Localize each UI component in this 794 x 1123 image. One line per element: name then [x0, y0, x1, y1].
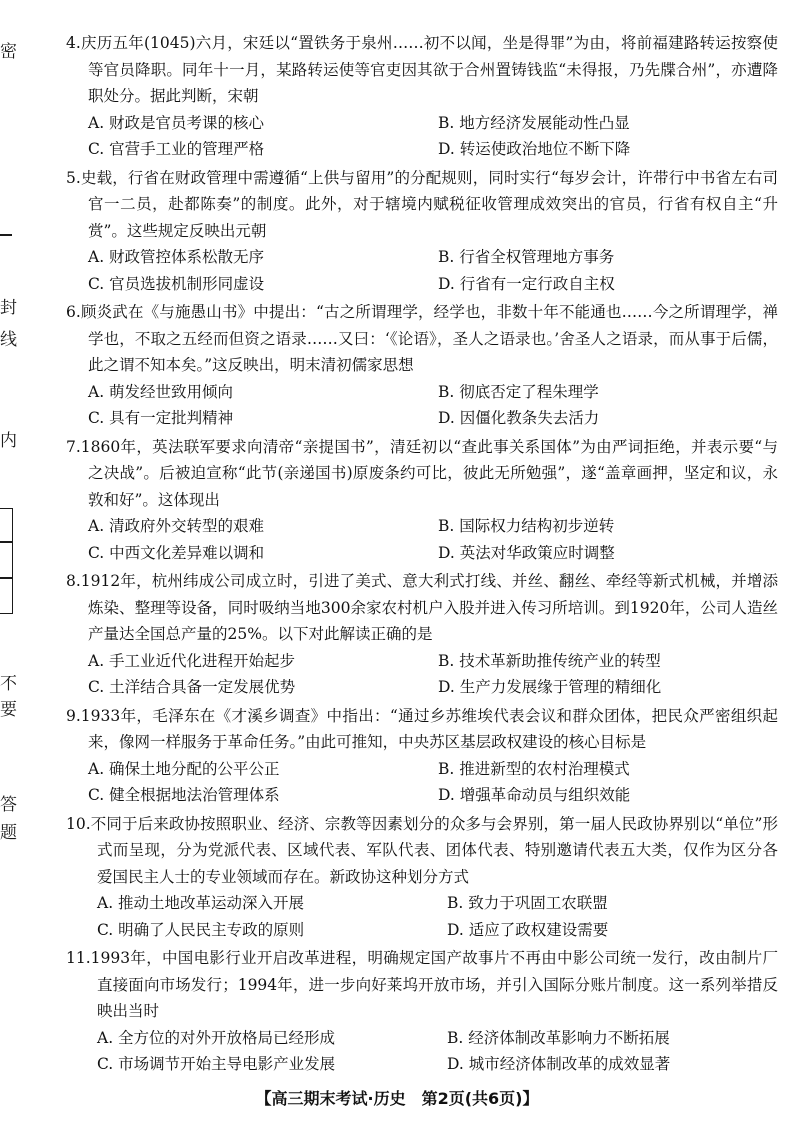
option-c[interactable]: C. 具有一定批判精神 — [88, 409, 234, 427]
question-list — [66, 30, 778, 1078]
question-4 — [66, 30, 778, 163]
question-number: 4. — [66, 34, 81, 52]
option-b[interactable]: B. 致力于巩固工农联盟 — [447, 894, 608, 912]
option-d[interactable]: D. 城市经济体制改革的成效显著 — [447, 1055, 671, 1073]
option-c[interactable]: C. 土洋结合具备一定发展优势 — [88, 678, 296, 696]
question-number: 9. — [66, 706, 81, 725]
question-text: 1933年，毛泽东在《才溪乡调查》中指出：“通过乡苏维埃代表会议和群众团体，把民众严密组织起来，像网一样服务于革命任务。”由此可推知，中央苏区基层政权建设的核心目标是 — [80, 706, 778, 751]
options — [66, 379, 778, 432]
question-10 — [66, 811, 778, 944]
question-text: 庆历五年(1045)六月，宋廷以“置铁务于泉州……初不以闻，坐是得罪”为由，将前福建路转运按察使等官员降职。同年十一月，某路转运使等官吏因其欲于合州置铸钱监“未得报，乃先牒合州”，亦遭降职处分。据此判断，宋朝 — [80, 34, 778, 105]
question-number: 8. — [66, 572, 81, 590]
options — [66, 110, 778, 163]
question-stem — [66, 945, 778, 1025]
question-stem — [66, 811, 778, 891]
option-b[interactable]: B. 国际权力结构初步逆转 — [438, 517, 615, 535]
margin-char: 封 — [0, 298, 17, 318]
option-d[interactable]: D. 增强革命动员与组织效能 — [438, 786, 631, 804]
question-6 — [66, 299, 778, 432]
option-c[interactable]: C. 健全根据地法治管理体系 — [88, 786, 280, 804]
question-stem — [66, 165, 778, 245]
option-d[interactable]: D. 适应了政权建设需要 — [447, 920, 609, 939]
margin-char: 内 — [0, 431, 17, 451]
options — [66, 244, 778, 297]
question-8 — [66, 568, 778, 701]
option-c[interactable]: C. 明确了人民民主专政的原则 — [97, 920, 305, 939]
question-9 — [66, 703, 778, 809]
options — [66, 648, 778, 701]
option-a[interactable]: A. 清政府外交转型的艰难 — [88, 517, 265, 535]
option-b[interactable]: B. 地方经济发展能动性凸显 — [438, 113, 630, 132]
option-b[interactable]: B. 行省全权管理地方事务 — [438, 248, 615, 266]
margin-char: 不 — [0, 674, 17, 694]
question-text: 1993年，中国电影行业开启改革进程，明确规定国产故事片不再由中影公司统一发行，改由制片厂直接面向市场发行；1994年，进一步向好莱坞开放市场，并引入国际分账片制度。这一系列举措反映出当时 — [90, 949, 778, 1020]
question-number: 11. — [66, 949, 91, 967]
question-text: 1860年，英法联军要求向清帝“亲提国书”，清廷初以“查此事关系国体”为由严词拒绝，并表示要“与之决战”。后被迫宣称“此节(亲递国书)原废条约可比，彼此无所勉强”，遂“盖章画押，坚定和议，永敦和好”。这体现出 — [80, 437, 778, 509]
question-stem — [66, 299, 778, 379]
margin-char: 答 — [0, 795, 17, 815]
binding-margin — [0, 0, 30, 1123]
option-b[interactable]: B. 技术革新助推传统产业的转型 — [438, 651, 661, 670]
option-b[interactable]: B. 彻底否定了程朱理学 — [438, 382, 599, 401]
option-a[interactable]: A. 确保土地分配的公平公正 — [88, 759, 280, 778]
option-d[interactable]: D. 生产力发展缘于管理的精细化 — [438, 678, 662, 696]
question-text: 史载，行省在财政管理中需遵循“上供与留用”的分配规则，同时实行“每岁会计，许带行中书省左右司官一二员，赴都陈奏”的制度。此外，对于辖境内赋税征收管理成效突出的官员，行省有权自主“升赏”。这些规定反映出元朝 — [80, 168, 778, 240]
option-c[interactable]: C. 官员选拔机制形同虚设 — [88, 274, 265, 293]
margin-char: 密 — [0, 42, 17, 62]
option-d[interactable]: D. 英法对华政策应时调整 — [438, 543, 615, 562]
options — [66, 756, 778, 809]
question-number: 6. — [66, 303, 81, 321]
option-a[interactable]: A. 手工业近代化进程开始起步 — [88, 651, 296, 670]
question-text: 不同于后来政协按照职业、经济、宗教等因素划分的众多与会界别，第一届人民政协界别以“单位”形式而呈现，分为党派代表、区域代表、军队代表、团体代表、特别邀请代表五大类，仅作为区分各爱国民主人士的专业领域而存在。新政协这种划分方式 — [90, 814, 778, 886]
margin-cut-mark — [0, 234, 12, 236]
question-7 — [66, 434, 778, 567]
options — [66, 1025, 778, 1078]
question-stem — [66, 30, 778, 110]
margin-char: 要 — [0, 700, 17, 720]
question-text: 顾炎武在《与施愚山书》中提出：“古之所谓理学，经学也，非数十年不能通也……今之所谓理学，禅学也，不取之五经而但资之语录……又曰：‘《论语》，圣人之语录也。’舍圣人之语录，而从事于后儒，此之谓不知本矣。”这反映出，明末清初儒家思想 — [80, 303, 778, 374]
question-text: 1912年，杭州纬成公司成立时，引进了美式、意大利式打线、并丝、翻丝、牵经等新式机械，并增添炼染、整理等设备，同时吸纳当地300余家农村机户入股并进入传习所培训。到1920年，公司人造丝产量达全国总产量的25%。以下对此解读正确的是 — [80, 572, 778, 643]
page-footer: 【高三期末考试·历史 第2页(共6页)】 — [255, 1089, 539, 1108]
options — [66, 890, 778, 943]
margin-char: 题 — [0, 823, 17, 843]
option-a[interactable]: A. 推动土地改革运动深入开展 — [97, 894, 305, 912]
question-5 — [66, 165, 778, 298]
option-c[interactable]: C. 中西文化差异难以调和 — [88, 543, 265, 562]
option-a[interactable]: A. 全方位的对外开放格局已经形成 — [97, 1028, 336, 1047]
question-11 — [66, 945, 778, 1078]
question-stem — [66, 434, 778, 514]
question-number: 5. — [66, 168, 81, 187]
question-stem — [66, 568, 778, 648]
option-a[interactable]: A. 财政管控体系松散无序 — [88, 248, 265, 266]
margin-char: 线 — [0, 330, 17, 350]
question-stem — [66, 703, 778, 756]
option-b[interactable]: B. 经济体制改革影响力不断拓展 — [447, 1028, 670, 1047]
option-d[interactable]: D. 转运使政治地位不断下降 — [438, 140, 631, 158]
option-c[interactable]: C. 官营手工业的管理严格 — [88, 140, 265, 158]
option-d[interactable]: D. 行省有一定行政自主权 — [438, 274, 615, 293]
margin-frame — [0, 508, 13, 614]
question-number: 10. — [66, 814, 91, 833]
option-c[interactable]: C. 市场调节开始主导电影产业发展 — [97, 1055, 336, 1073]
question-number: 7. — [66, 437, 81, 456]
option-b[interactable]: B. 推进新型的农村治理模式 — [438, 759, 630, 778]
option-a[interactable]: A. 萌发经世致用倾向 — [88, 382, 234, 401]
option-d[interactable]: D. 因僵化教条失去活力 — [438, 409, 600, 427]
options — [66, 513, 778, 566]
option-a[interactable]: A. 财政是官员考课的核心 — [88, 113, 265, 132]
